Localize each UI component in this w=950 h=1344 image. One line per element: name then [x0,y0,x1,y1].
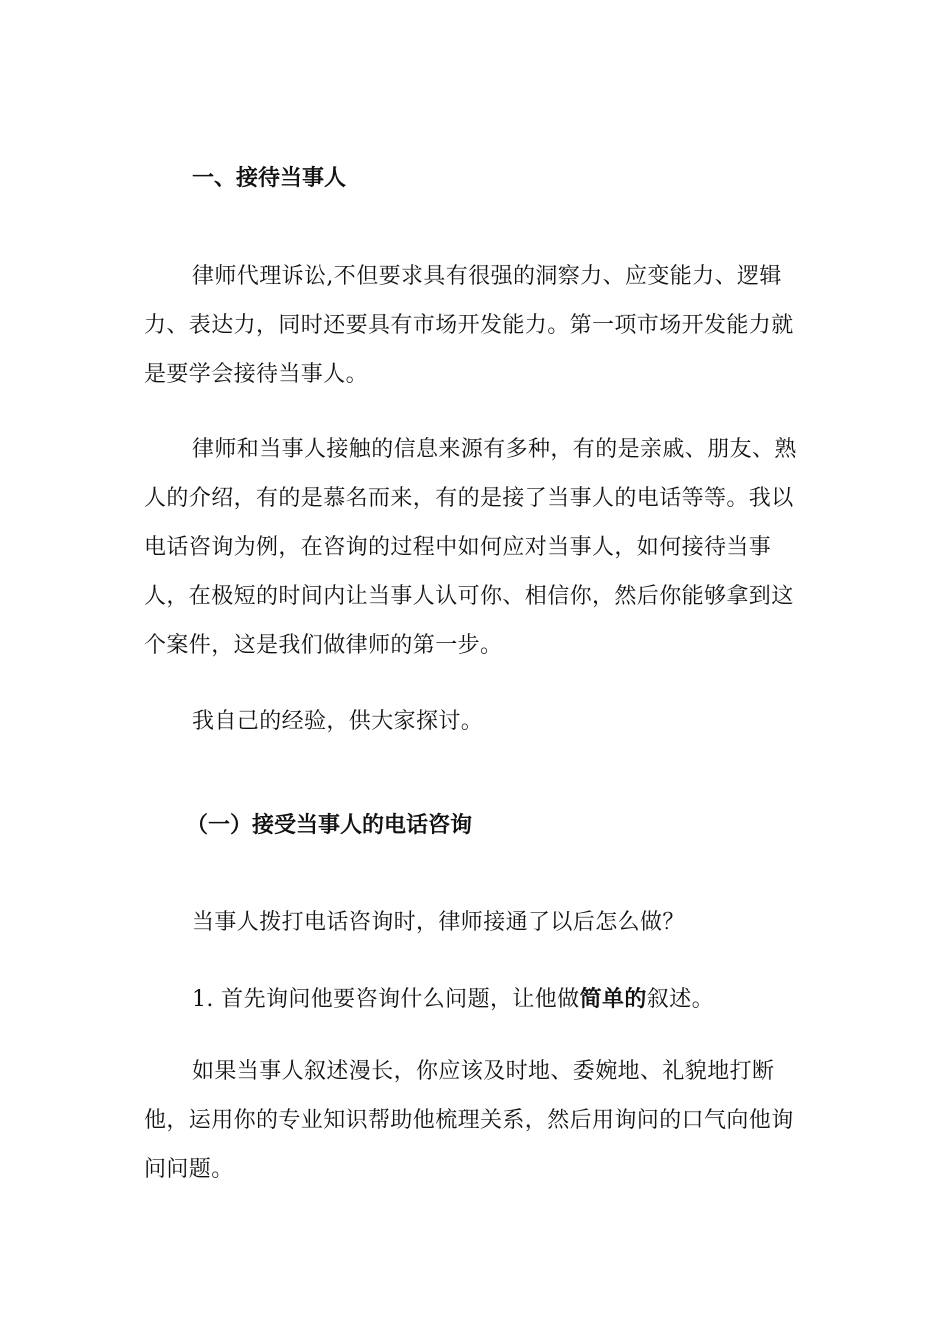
paragraph-experience: 我自己的经验，供大家探讨。 [192,709,484,734]
list-item-1-suffix: 叙述。 [646,987,714,1012]
paragraph-intro: 律师代理诉讼,不但要求具有很强的洞察力、应变能力、逻辑力、表达力，同时还要具有市场开发能力。第一项市场开发能力就是要学会接待当事人。 [144,264,794,387]
list-item-1-prefix: 1. 首先询问他要咨询什么问题，让他做 [192,987,580,1012]
list-item-1 [144,975,814,1024]
paragraph-interrupt: 如果当事人叙述漫长，你应该及时地、委婉地、礼貌地打断他，运用你的专业知识帮助他梳理关系，然后用询问的口气向他询问问题。 [144,1059,794,1182]
section-heading: 一、接待当事人 [192,165,347,191]
list-item-1-emphasis: 简单的 [579,986,647,1012]
subsection-heading: （一）接受当事人的电话咨询 [186,812,473,838]
paragraph-question: 当事人拨打电话咨询时，律师接通了以后怎么做？ [192,910,685,935]
paragraph-sources: 律师和当事人接触的信息来源有多种，有的是亲戚、朋友、熟人的介绍，有的是慕名而来，有的是接了当事人的电话等等。我以电话咨询为例，在咨询的过程中如何应对当事人，如何接待当事人，在极短的时间内让当事人认可你、相信你，然后你能够拿到这个案件，这是我们做律师的第一步。 [144,437,797,658]
